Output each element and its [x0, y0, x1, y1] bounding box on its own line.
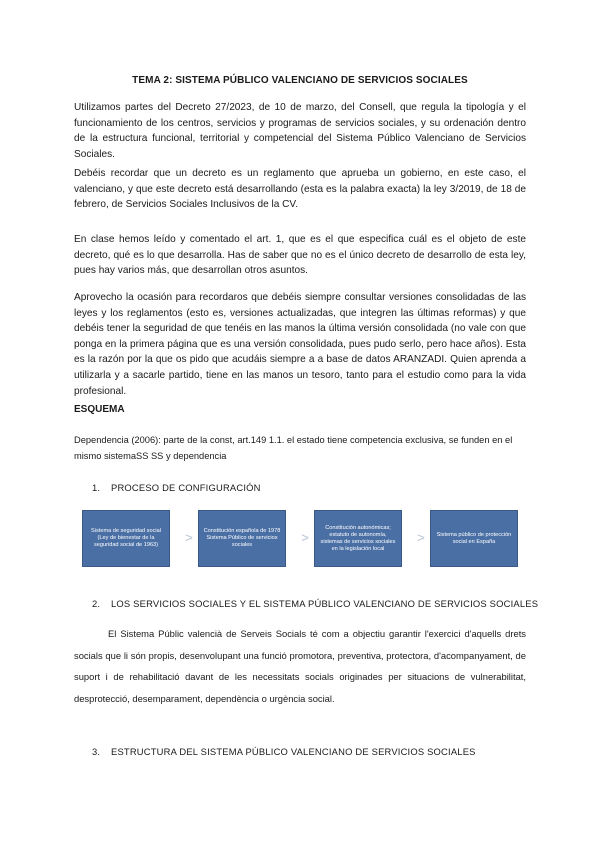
- paragraph-aranzadi: Aprovecho la ocasión para recordaros que debéis siempre consultar versiones consolidadas de las leyes y los reglamentos (esto es, versiones actualizadas, que integren las últimas reformas) y que debéis tener la seguridad de que tenéis en las manos la última versión consolidada (no vale con que ponga en la primera página que es una versión consolidada, pues pudo serlo, pero hace años). Esta es la razón por la que os pido que acudáis siempre a a base de datos ARANZADI. Quien aprenda a utilizarla y a sacarle partido, tiene en las manos un tesoro, tanto para el estudio como para la vida profesional.: [74, 292, 526, 397]
- section-number: 2.: [92, 598, 101, 609]
- section-number: 3.: [92, 746, 101, 757]
- section-heading-1: [92, 482, 261, 493]
- paragraph-recordar: Debéis recordar que un decreto es un reglamento que aprueba un gobierno, en este caso, el valenciano, y que este decreto está desarrollando (esta es la palabra exacta) la ley 3/2019, de 18 de febrero, de Servicios Sociales Inclusivos de la CV.: [74, 168, 526, 211]
- section-title: LOS SERVICIOS SOCIALES Y EL SISTEMA PÚBLICO VALENCIANO DE SERVICIOS SOCIALES: [111, 598, 539, 609]
- document-title: TEMA 2: SISTEMA PÚBLICO VALENCIANO DE SERVICIOS SOCIALES: [132, 75, 468, 86]
- esquema-heading: ESQUEMA: [74, 404, 125, 415]
- paragraph-decreto: Utilizamos partes del Decreto 27/2023, de 10 de marzo, del Consell, que regula la tipología y el funcionamiento de los centros, servicios y programas de servicios sociales, y su ordenación dentro de la estructura funcional, territorial y competencial del Sistema Público Valenciano de Servicios Sociales.: [74, 102, 526, 160]
- paragraph-clase: En clase hemos leído y comentado el art. 1, que es el que especifica cuál es el objeto de este decreto, qué es lo que desarrolla. Has de saber que no es el único decreto de desarrollo de esta ley, pues hay varios más, que desarrollan otros asuntos.: [74, 234, 526, 277]
- section-heading-3: [92, 746, 476, 757]
- chevron-right-icon: >: [417, 530, 425, 545]
- section-title: ESTRUCTURA DEL SISTEMA PÚBLICO VALENCIANO DE SERVICIOS SOCIALES: [111, 746, 476, 757]
- paragraph-catalan: El Sistema Públic valencià de Serveis Socials té com a objectiu garantir l'exercici d'aquells drets socials que li són propis, desenvolupant una funció promotora, preventiva, protectora, d'acompanyament, de suport i de rehabilitació davant de les necessitats socials originades per situacions de vulnerabilitat, desprotecció, desemparament, dependència o urgència social.: [74, 628, 526, 704]
- paragraph-dependencia: Dependencia (2006): parte de la const, art.149 1.1. el estado tiene competencia exclusiva, se funden en el mismo sistemaSS SS y dependencia: [74, 435, 513, 461]
- process-diagram: [82, 510, 518, 567]
- process-step-seguridad-social: Sistema de seguridad social (Ley de bienestar de la seguridad social de 1963): [82, 510, 170, 567]
- chevron-right-icon: >: [301, 530, 309, 545]
- process-step-sistema-publico: Sistema público de protección social en España: [430, 510, 518, 567]
- section-title: PROCESO DE CONFIGURACIÓN: [111, 482, 261, 493]
- process-step-autonomia: Constitución autonómicas; estatuto de autonomía, sistemas de servicios sociales en la legislación local: [314, 510, 402, 567]
- section-number: 1.: [92, 482, 101, 493]
- chevron-right-icon: >: [185, 530, 193, 545]
- process-step-constitucion: Constitución española de 1978 Sistema Público de servicios sociales: [198, 510, 286, 567]
- section-heading-2: [92, 598, 538, 609]
